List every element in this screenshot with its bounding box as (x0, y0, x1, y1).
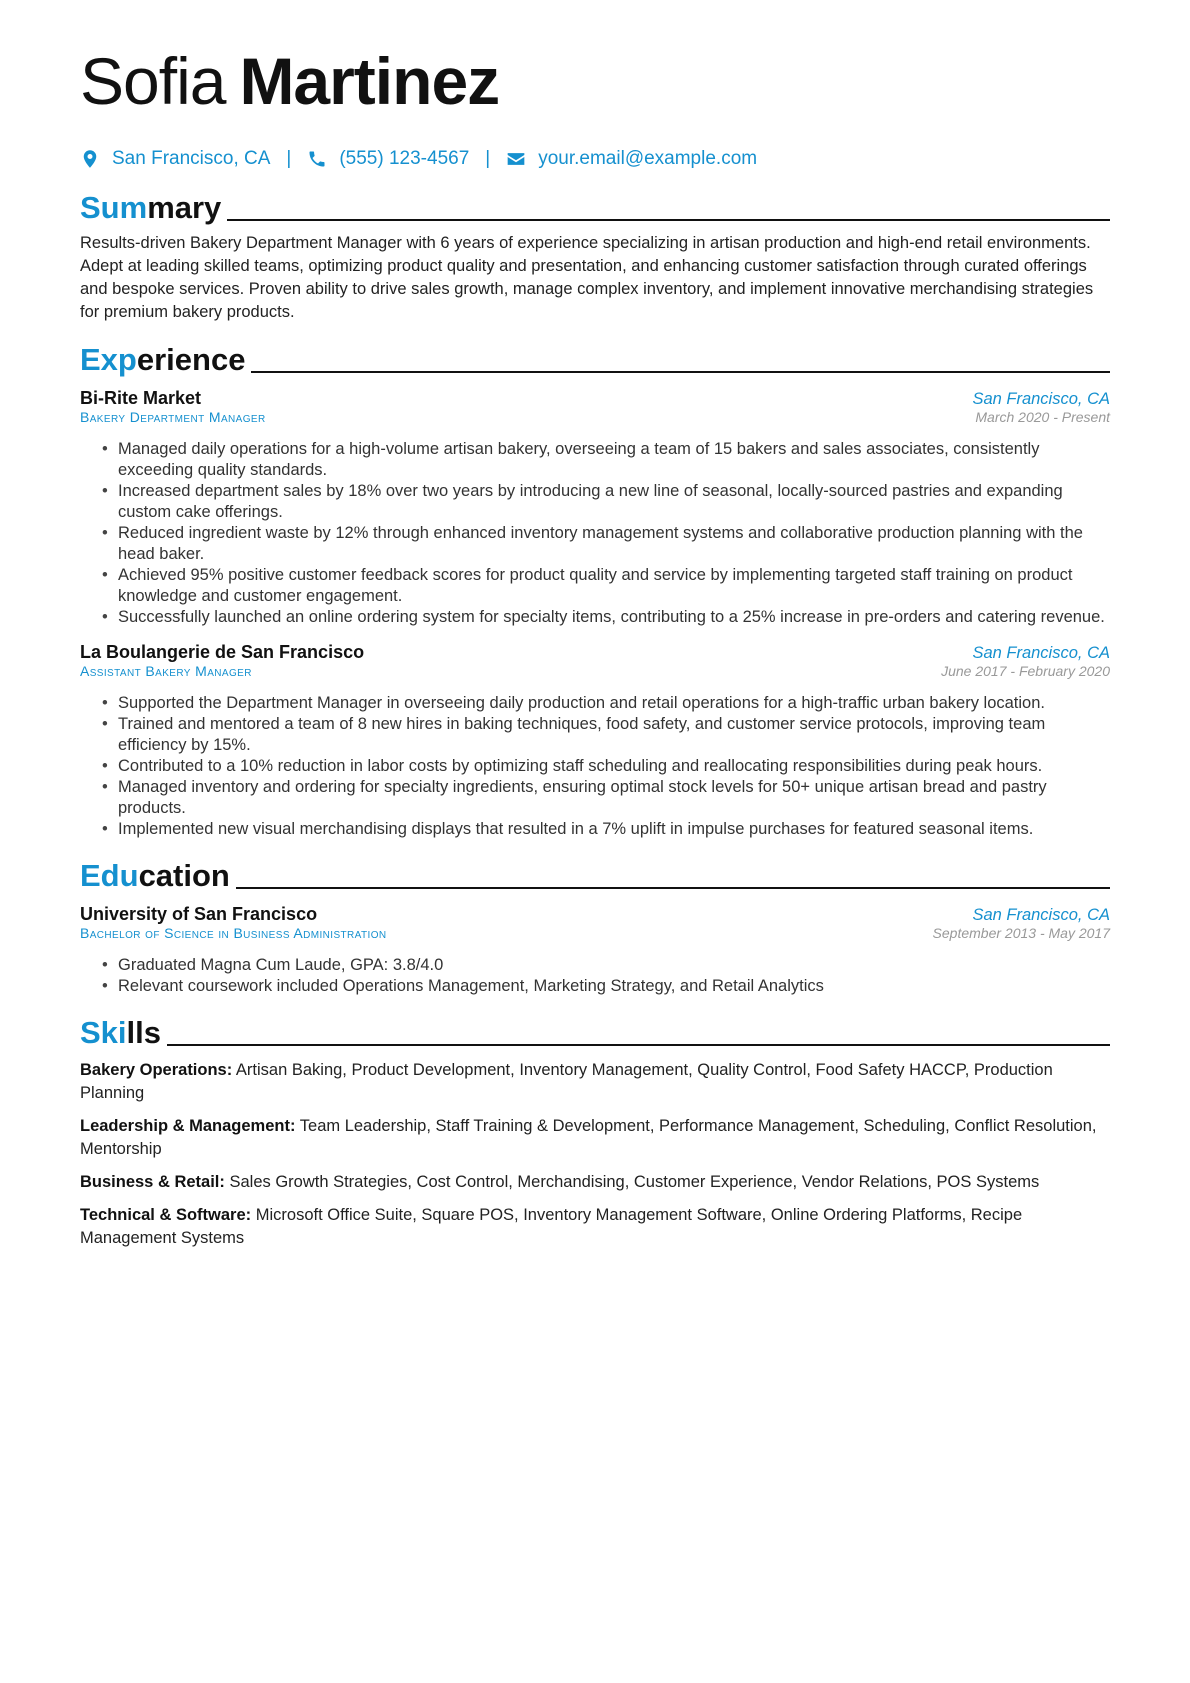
bullet-item: • Reduced ingredient waste by 12% through enhanced inventory management systems and collaborative production planning with the head baker. (118, 523, 1110, 565)
skill-category: Technical & Software: (80, 1206, 252, 1224)
job-entry (80, 388, 1110, 628)
contact-separator: | (485, 148, 491, 169)
skill-items: Artisan Baking, Product Development, Inventory Management, Quality Control, Food Safety HACCP, Production Planning (80, 1061, 1053, 1102)
experience-heading (80, 342, 1110, 378)
skill-items: Sales Growth Strategies, Cost Control, Merchandising, Customer Experience, Vendor Relations, POS Systems (229, 1173, 1040, 1191)
school-location: San Francisco, CA (972, 906, 1110, 924)
skill-items: Team Leadership, Staff Training & Development, Performance Management, Scheduling, Conflict Resolution, Mentorship (80, 1117, 1097, 1158)
skill-items: Microsoft Office Suite, Square POS, Inventory Management Software, Online Ordering Platforms, Recipe Management Systems (80, 1206, 1023, 1247)
skills-list (80, 1059, 1110, 1250)
section-rule (227, 219, 1110, 221)
bullet-item: • Increased department sales by 18% over two years by introducing a new line of seasonal, locally-sourced pastries and expanding custom cake offerings. (118, 481, 1110, 523)
contact-line (80, 146, 1110, 172)
job-entry (80, 642, 1110, 840)
school-name: University of San Francisco (80, 904, 318, 924)
employer-name: Bi-Rite Market (80, 388, 202, 408)
bullet-item: • Managed daily operations for a high-volume artisan bakery, overseeing a team of 15 bakers and sales associates, consistently exceeding quality standards. (118, 439, 1110, 481)
bullet-item: • Achieved 95% positive customer feedback scores for product quality and service by implementing targeted staff training on product knowledge and customer engagement. (118, 565, 1110, 607)
map-marker-icon (80, 149, 100, 169)
candidate-name (80, 40, 1110, 122)
skill-category: Leadership & Management: (80, 1117, 296, 1135)
education-dates: September 2013 - May 2017 (932, 925, 1110, 941)
skill-group (80, 1115, 1110, 1161)
section-rule (251, 371, 1110, 373)
bullet-item: • Contributed to a 10% reduction in labor costs by optimizing staff scheduling and reallocating responsibilities during peak hours. (118, 756, 1110, 777)
bullet-item: • Graduated Magna Cum Laude, GPA: 3.8/4.0 (118, 955, 1110, 976)
job-dates: March 2020 - Present (975, 409, 1110, 425)
location-text: San Francisco, CA (112, 148, 271, 169)
skill-category: Bakery Operations: (80, 1061, 233, 1079)
job-location: San Francisco, CA (972, 390, 1110, 408)
last-name: Martinez (239, 44, 500, 118)
summary-heading (80, 190, 1110, 226)
bullet-item: • Relevant coursework included Operations Management, Marketing Strategy, and Retail Analytics (118, 976, 1110, 997)
phone-text: (555) 123-4567 (339, 148, 470, 169)
skill-category: Business & Retail: (80, 1173, 225, 1191)
contact-location (80, 148, 270, 170)
skills-heading (80, 1015, 1110, 1051)
education-heading (80, 858, 1110, 894)
skill-group (80, 1204, 1110, 1250)
bullet-item: • Trained and mentored a team of 8 new hires in baking techniques, food safety, and customer service protocols, improving team efficiency by 15%. (118, 714, 1110, 756)
section-title: Experience (80, 342, 246, 377)
contact-separator: | (286, 148, 292, 169)
email-link[interactable]: your.email@example.com (538, 148, 758, 169)
summary-text: Results-driven Bakery Department Manager with 6 years of experience specializing in artisan production and high-end retail environments. Adept at leading skilled teams, optimizing product quality and presentation, and enhancing customer satisfaction through curated offerings and bespoke services. Proven ability to drive sales growth, manage complex inventory, and implement innovative merchandising strategies for premium bakery products. (80, 234, 1094, 321)
contact-phone[interactable] (307, 148, 469, 170)
bullet-item: • Managed inventory and ordering for specialty ingredients, ensuring optimal stock levels for 50+ unique artisan bread and pastry products. (118, 777, 1110, 819)
skill-group (80, 1059, 1110, 1105)
job-bullets (80, 693, 1110, 840)
section-title: Education (80, 858, 230, 893)
job-title: Bakery Department Manager (80, 409, 266, 425)
envelope-icon (506, 149, 526, 169)
job-location: San Francisco, CA (972, 644, 1110, 662)
job-dates: June 2017 - February 2020 (941, 663, 1110, 679)
bullet-item: • Successfully launched an online ordering system for specialty items, contributing to a 25% increase in pre-orders and catering revenue. (118, 607, 1110, 628)
job-title: Assistant Bakery Manager (80, 663, 252, 679)
skill-group (80, 1171, 1110, 1194)
employer-name: La Boulangerie de San Francisco (80, 642, 365, 662)
section-rule (236, 887, 1110, 889)
section-title: Skills (80, 1015, 161, 1050)
section-rule (167, 1044, 1110, 1046)
bullet-item: • Implemented new visual merchandising displays that resulted in a 7% uplift in impulse purchases for featured seasonal items. (118, 819, 1110, 840)
education-bullets (80, 955, 1110, 997)
contact-email[interactable] (506, 148, 757, 170)
section-title: Summary (80, 190, 222, 225)
job-bullets (80, 439, 1110, 628)
education-entry (80, 904, 1110, 997)
bullet-item: • Supported the Department Manager in overseeing daily production and retail operations for a high-traffic urban bakery location. (118, 693, 1110, 714)
degree: Bachelor of Science in Business Administration (80, 925, 387, 941)
phone-icon (307, 149, 327, 169)
first-name: Sofia (80, 44, 226, 118)
